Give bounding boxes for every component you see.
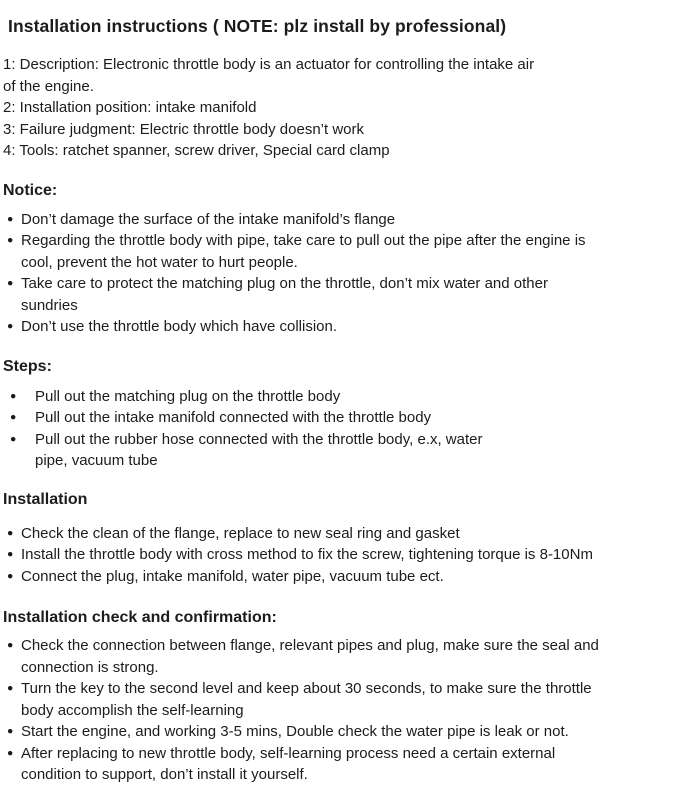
bullet-icon: ● bbox=[7, 320, 14, 332]
intro-line-description: 1: Description: Electronic throttle body is an actuator for controlling the intake air bbox=[3, 56, 535, 73]
section-installation bbox=[3, 489, 675, 588]
bullet-icon: ● bbox=[7, 234, 14, 246]
list-item bbox=[3, 635, 675, 678]
intro-line-position: 2: Installation position: intake manifold bbox=[3, 99, 257, 116]
bullet-text: Pull out the rubber hose connected with the throttle body, e.x, water pipe, vacuum tube bbox=[35, 430, 483, 469]
bullet-text: Don’t use the throttle body which have collision. bbox=[21, 318, 338, 335]
notice-list bbox=[3, 209, 675, 338]
bullet-text: Check the clean of the flange, replace to new seal ring and gasket bbox=[21, 524, 460, 542]
bullet-icon: ● bbox=[10, 389, 17, 402]
list-item bbox=[3, 316, 675, 338]
list-item bbox=[3, 678, 675, 721]
list-item bbox=[3, 429, 675, 472]
steps-heading: Steps: bbox=[3, 357, 52, 375]
bullet-text: Pull out the intake manifold connected with the throttle body bbox=[35, 409, 432, 426]
bullet-icon: ● bbox=[10, 411, 17, 423]
list-item bbox=[3, 566, 675, 588]
bullet-text: After replacing to new throttle body, self-learning process need a certain external condition to support, don’t install it yourself. bbox=[21, 744, 556, 783]
intro-line-tools: 4: Tools: ratchet spanner, screw driver, Special card clamp bbox=[3, 142, 390, 159]
list-item bbox=[3, 523, 675, 545]
list-item bbox=[3, 721, 675, 743]
bullet-text: Regarding the throttle body with pipe, take care to pull out the pipe after the engine is cool, prevent the hot water to hurt people. bbox=[21, 232, 586, 271]
bullet-text: Start the engine, and working 3-5 mins, Double check the water pipe is leak or not. bbox=[21, 723, 569, 740]
steps-list bbox=[3, 386, 675, 472]
bullet-text: Pull out the matching plug on the throttle body bbox=[35, 387, 341, 405]
bullet-icon: ● bbox=[7, 569, 14, 582]
section-installation-check bbox=[3, 607, 675, 786]
bullet-icon: ● bbox=[7, 212, 14, 225]
bullet-icon: ● bbox=[7, 639, 14, 651]
bullet-text: Don’t damage the surface of the intake manifold’s flange bbox=[21, 210, 396, 228]
notice-heading: Notice: bbox=[3, 181, 58, 199]
intro-line-description-wrap: of the engine. bbox=[3, 77, 94, 95]
bullet-icon: ● bbox=[7, 548, 14, 560]
bullet-text: Turn the key to the second level and keep about 30 seconds, to make sure the throttle body accomplish the self-learning bbox=[21, 680, 592, 719]
list-item bbox=[3, 407, 675, 429]
bullet-icon: ● bbox=[7, 682, 14, 694]
list-item bbox=[3, 230, 675, 273]
installation-check-list bbox=[3, 635, 675, 786]
list-item bbox=[3, 743, 675, 786]
list-item bbox=[3, 544, 675, 566]
list-item bbox=[3, 273, 675, 316]
list-item bbox=[3, 386, 675, 408]
bullet-text: Take care to protect the matching plug on the throttle, don’t mix water and other sundries bbox=[21, 275, 548, 314]
intro-block bbox=[3, 54, 675, 162]
document-title: Installation instructions ( NOTE: plz install by professional) bbox=[8, 16, 507, 36]
installation-check-heading: Installation check and confirmation: bbox=[3, 609, 277, 626]
bullet-text: Connect the plug, intake manifold, water pipe, vacuum tube ect. bbox=[21, 567, 444, 585]
bullet-icon: ● bbox=[7, 277, 14, 289]
intro-line-failure: 3: Failure judgment: Electric throttle body doesn’t work bbox=[3, 120, 365, 138]
section-steps bbox=[3, 356, 675, 472]
bullet-icon: ● bbox=[7, 526, 14, 539]
section-notice bbox=[3, 180, 675, 338]
installation-heading: Installation bbox=[3, 490, 88, 508]
bullet-text: Check the connection between flange, relevant pipes and plug, make sure the seal and connection is strong. bbox=[21, 637, 599, 676]
installation-list bbox=[3, 523, 675, 588]
bullet-text: Install the throttle body with cross method to fix the screw, tightening torque is 8-10Nm bbox=[21, 546, 593, 563]
bullet-icon: ● bbox=[10, 432, 17, 445]
bullet-icon: ● bbox=[7, 725, 14, 737]
bullet-icon: ● bbox=[7, 746, 14, 759]
list-item bbox=[3, 209, 675, 231]
